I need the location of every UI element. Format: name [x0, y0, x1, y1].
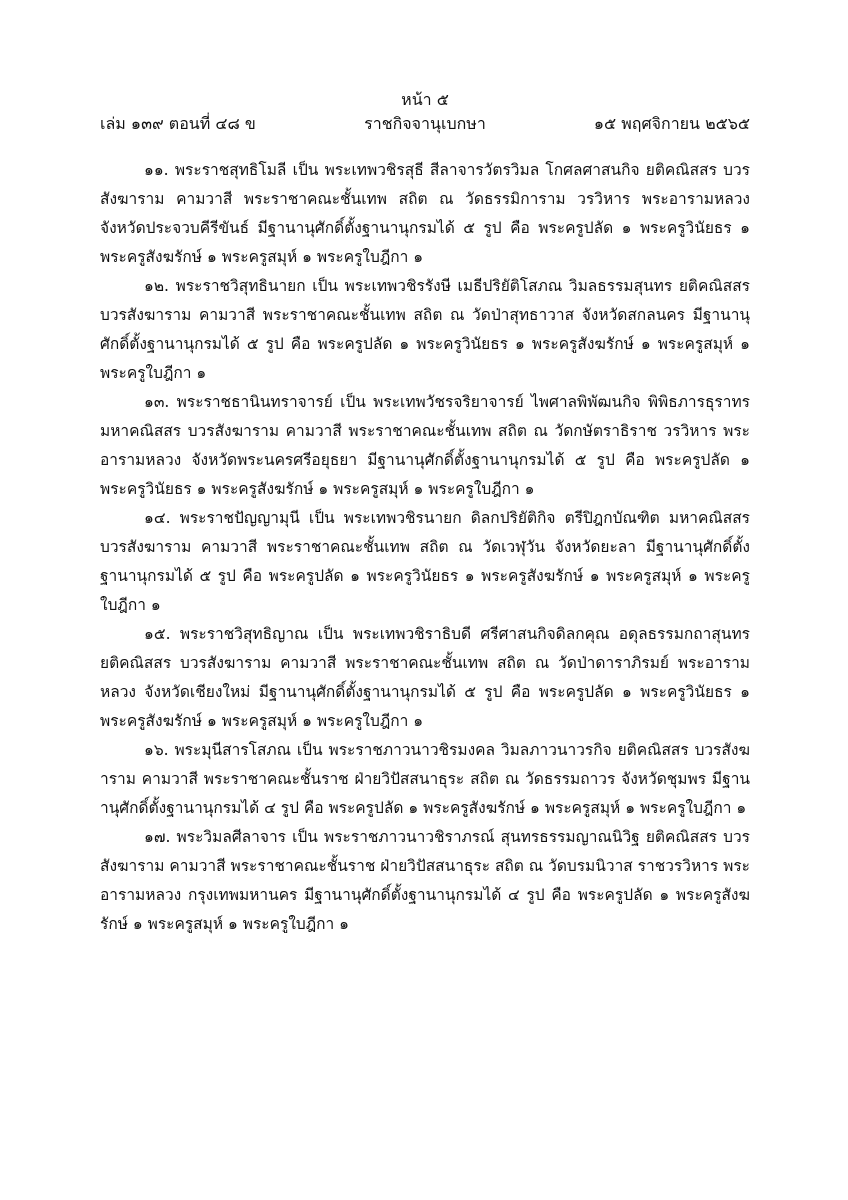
- paragraph-11: ๑๑. พระราชสุทธิโมลี เป็น พระเทพวชิรสุธี สีลาจารวัตรวิมล โกศลศาสนกิจ ยติคณิสสร บวรสังฆาราม คามวาสี พระราชาคณะชั้นเทพ สถิต ณ วัดธรรมิการาม วรวิหาร พระอารามหลวง จังหวัดประจวบคีรีขันธ์ มีฐานานุศักดิ์ตั้งฐานานุกรมได้ ๕ รูป คือ พระครูปลัด ๑ พระครูวินัยธร ๑ พระครูสังฆรักษ์ ๑ พระครูสมุห์ ๑ พระครูใบฎีกา ๑: [100, 161, 750, 266]
- paragraph-13: ๑๓. พระราชธานินทราจารย์ เป็น พระเทพวัชรจริยาจารย์ ไพศาลพิพัฒนกิจ พิพิธภารธุราทร มหาคณิสสร บวรสังฆาราม คามวาสี พระราชาคณะชั้นเทพ สถิต ณ วัดกษัตราธิราช วรวิหาร พระอารามหลวง จังหวัดพระนครศรีอยุธยา มีฐานานุศักดิ์ตั้งฐานานุกรมได้ ๕ รูป คือ พระครูปลัด ๑ พระครูวินัยธร ๑ พระครูสังฆรักษ์ ๑ พระครูสมุห์ ๑ พระครูใบฎีกา ๑: [100, 393, 750, 498]
- paragraph-15: ๑๕. พระราชวิสุทธิญาณ เป็น พระเทพวชิราธิบดี ศรีศาสนกิจดิลกคุณ อดุลธรรมกถาสุนทร ยติคณิสสร บวรสังฆาราม คามวาสี พระราชาคณะชั้นเทพ สถิต ณ วัดป่าดาราภิรมย์ พระอารามหลวง จังหวัดเชียงใหม่ มีฐานานุศักดิ์ตั้งฐานานุกรมได้ ๕ รูป คือ พระครูปลัด ๑ พระครูวินัยธร ๑ พระครูสังฆรักษ์ ๑ พระครูสมุห์ ๑ พระครูใบฎีกา ๑: [100, 625, 750, 730]
- paragraph-16: ๑๖. พระมุนีสารโสภณ เป็น พระราชภาวนาวชิรมงคล วิมลภาวนาวรกิจ ยติคณิสสร บวรสังฆาราม คามวาสี พระราชาคณะชั้นราช ฝ่ายวิปัสสนาธุระ สถิต ณ วัดธรรมถาวร จังหวัดชุมพร มีฐานานุศักดิ์ตั้งฐานานุกรมได้ ๔ รูป คือ พระครูปลัด ๑ พระครูสังฆรักษ์ ๑ พระครูสมุห์ ๑ พระครูใบฎีกา ๑: [100, 741, 750, 817]
- publication-name: ราชกิจจานุเบกษา: [364, 114, 486, 133]
- document-body: [100, 156, 750, 939]
- paragraph-17: ๑๗. พระวิมลศีลาจาร เป็น พระราชภาวนาวชิราภรณ์ สุนทรธรรมญาณนิวิฐ ยติคณิสสร บวรสังฆาราม คามวาสี พระราชาคณะชั้นราช ฝ่ายวิปัสสนาธุระ สถิต ณ วัดบรมนิวาส ราชวรวิหาร พระอารามหลวง กรุงเทพมหานคร มีฐานานุศักดิ์ตั้งฐานานุกรมได้ ๔ รูป คือ พระครูปลัด ๑ พระครูสังฆรักษ์ ๑ พระครูสมุห์ ๑ พระครูใบฎีกา ๑: [100, 828, 750, 933]
- paragraph-14: ๑๔. พระราชปัญญามุนี เป็น พระเทพวชิรนายก ดิลกปริยัติกิจ ตรีปิฎกบัณฑิต มหาคณิสสร บวรสังฆาราม คามวาสี พระราชาคณะชั้นเทพ สถิต ณ วัดเวฬุวัน จังหวัดยะลา มีฐานานุศักดิ์ตั้งฐานานุกรมได้ ๕ รูป คือ พระครูปลัด ๑ พระครูวินัยธร ๑ พระครูสังฆรักษ์ ๑ พระครูสมุห์ ๑ พระครูใบฎีกา ๑: [100, 509, 750, 614]
- paragraph-12: ๑๒. พระราชวิสุทธินายก เป็น พระเทพวชิรรังษี เมธีปริยัติโสภณ วิมลธรรมสุนทร ยติคณิสสร บวรสังฆาราม คามวาสี พระราชาคณะชั้นเทพ สถิต ณ วัดป่าสุทธาวาส จังหวัดสกลนคร มีฐานานุศักดิ์ตั้งฐานานุกรมได้ ๕ รูป คือ พระครูปลัด ๑ พระครูวินัยธร ๑ พระครูสังฆรักษ์ ๑ พระครูสมุห์ ๑ พระครูใบฎีกา ๑: [100, 277, 750, 382]
- volume-issue: เล่ม ๑๓๙ ตอนที่ ๔๘ ข: [100, 114, 256, 133]
- page-number: หน้า ๕: [401, 90, 449, 109]
- publication-date: ๑๕ พฤศจิกายน ๒๕๖๕: [593, 114, 750, 133]
- page-header: [100, 88, 750, 138]
